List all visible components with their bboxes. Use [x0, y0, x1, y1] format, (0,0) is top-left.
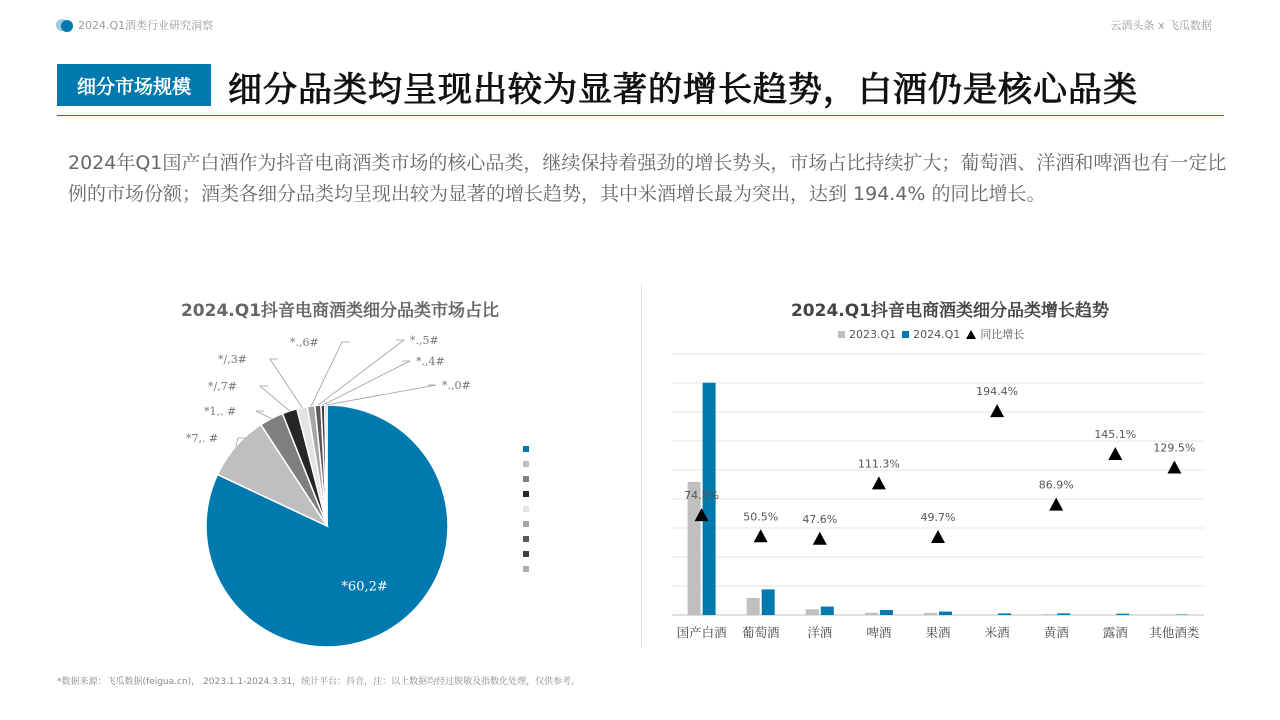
pie-leader-line — [270, 359, 302, 408]
bar — [880, 610, 893, 615]
category-tick-label: 葡萄酒 — [741, 625, 780, 640]
pie-legend-swatch — [523, 491, 529, 497]
pie-slice-label: *.,4# — [416, 355, 445, 368]
pie-leader-line — [260, 386, 290, 411]
category-tick-label: 国产白酒 — [676, 625, 727, 640]
bar — [939, 612, 952, 615]
pie-chart — [150, 330, 550, 660]
pie-legend-swatch — [523, 476, 529, 482]
brand-logo-icon — [56, 17, 74, 33]
growth-marker — [872, 476, 886, 489]
growth-data-label: 111.3% — [857, 457, 900, 471]
bar — [1160, 615, 1173, 616]
bar-chart — [660, 350, 1220, 650]
bar — [1057, 613, 1070, 615]
report-source: 云酒头条 x 飞瓜数据 — [1110, 19, 1212, 32]
pie-leader-line — [256, 411, 271, 419]
bar — [806, 609, 819, 615]
legend-item-2024 — [902, 328, 960, 341]
category-tick-label: 米酒 — [984, 625, 1010, 640]
pie-slice-label: */,7# — [208, 380, 237, 393]
bar — [983, 615, 996, 616]
category-tick-label: 果酒 — [925, 625, 951, 640]
growth-marker — [813, 532, 827, 545]
growth-data-label: 129.5% — [1153, 441, 1196, 455]
bar — [865, 613, 878, 615]
pie-legend-swatch — [523, 551, 529, 557]
triangle-icon — [966, 330, 976, 339]
pie-legend-swatch — [523, 506, 529, 512]
growth-data-label: 194.4% — [976, 385, 1019, 399]
legend-swatch-2024 — [902, 331, 909, 338]
bar — [1101, 615, 1114, 616]
top-bar — [0, 0, 1280, 50]
growth-data-label: 47.6% — [802, 512, 838, 526]
category-tick-label: 啤酒 — [866, 625, 892, 640]
pie-slice-label: *7,. # — [186, 432, 219, 445]
pie-slice-label: *.,0# — [442, 379, 471, 392]
pie-leader-line — [318, 340, 404, 405]
growth-marker — [931, 530, 945, 543]
growth-data-label: 145.1% — [1094, 428, 1137, 441]
footnote: *数据来源：飞瓜数据(feigua.cn)， 2023.1.1-2024.3.31，统计平台：抖音，注：以上数据均经过脱敏及指数化处理，仅供参考。 — [57, 677, 581, 687]
growth-marker — [1167, 461, 1181, 474]
pie-slice-label: *.,6# — [290, 336, 319, 349]
bar — [762, 589, 775, 615]
chart-divider — [641, 284, 642, 648]
pie-slice-label: *60,2# — [341, 579, 388, 595]
growth-data-label: 50.5% — [743, 510, 779, 524]
growth-marker — [754, 529, 768, 542]
bar-chart-title: 2024.Q1抖音电商酒类细分品类增长趋势 — [790, 301, 1110, 321]
bar — [1175, 615, 1188, 616]
pie-legend-swatch — [523, 446, 529, 452]
category-tick-label: 露酒 — [1102, 625, 1128, 640]
pie-leader-line — [323, 361, 410, 405]
pie-slice-label: */,3# — [218, 353, 247, 366]
growth-data-label: 49.7% — [920, 511, 956, 524]
legend-label-2024: 2024.Q1 — [913, 327, 961, 341]
bar — [821, 607, 834, 615]
bar-chart-legend — [838, 326, 1024, 342]
growth-marker — [990, 404, 1004, 417]
growth-data-label: 86.9% — [1038, 478, 1074, 492]
report-name: 2024.Q1酒类行业研究洞察 — [78, 19, 214, 32]
legend-item-2023 — [838, 328, 896, 341]
section-tag: 细分市场规模 — [57, 64, 211, 106]
pie-legend-swatch — [523, 521, 529, 527]
pie-legend-swatch — [523, 566, 529, 572]
pie-legend-swatch — [523, 461, 529, 467]
bar — [1116, 614, 1129, 615]
category-tick-label: 其他酒类 — [1149, 625, 1200, 640]
pie-chart-title: 2024.Q1抖音电商酒类细分品类市场占比 — [180, 301, 500, 321]
growth-marker — [1108, 447, 1122, 460]
legend-label-growth: 同比增长 — [980, 328, 1025, 341]
pie-legend-swatch — [523, 536, 529, 542]
pie-leader-line — [311, 342, 350, 406]
legend-label-2023: 2023.Q1 — [849, 327, 897, 341]
bar — [1042, 614, 1055, 615]
growth-data-label: 74.8% — [684, 489, 720, 503]
title-divider — [57, 115, 1224, 116]
legend-item-growth — [966, 326, 1024, 342]
category-tick-label: 洋酒 — [807, 625, 833, 640]
category-tick-label: 黄酒 — [1043, 625, 1069, 640]
growth-marker — [1049, 498, 1063, 511]
legend-swatch-2023 — [838, 331, 845, 338]
bar — [747, 598, 760, 615]
pie-slice-label: *1,. # — [204, 405, 237, 418]
page-title: 细分品类均呈现出较为显著的增长趋势，白酒仍是核心品类 — [228, 70, 1138, 110]
pie-slice-label: *.,5# — [410, 334, 439, 347]
description-paragraph: 2024年Q1国产白酒作为抖音电商酒类市场的核心品类，继续保持着强劲的增长势头，市场占比持续扩大；葡萄酒、洋酒和啤酒也有一定比例的市场份额；酒类各细分品类均呈现出较为显著的增长趋势，其中米酒增长最为突出，达到 194.4% 的同比增长。 — [68, 152, 1227, 205]
bar — [924, 613, 937, 615]
bar — [998, 613, 1011, 615]
